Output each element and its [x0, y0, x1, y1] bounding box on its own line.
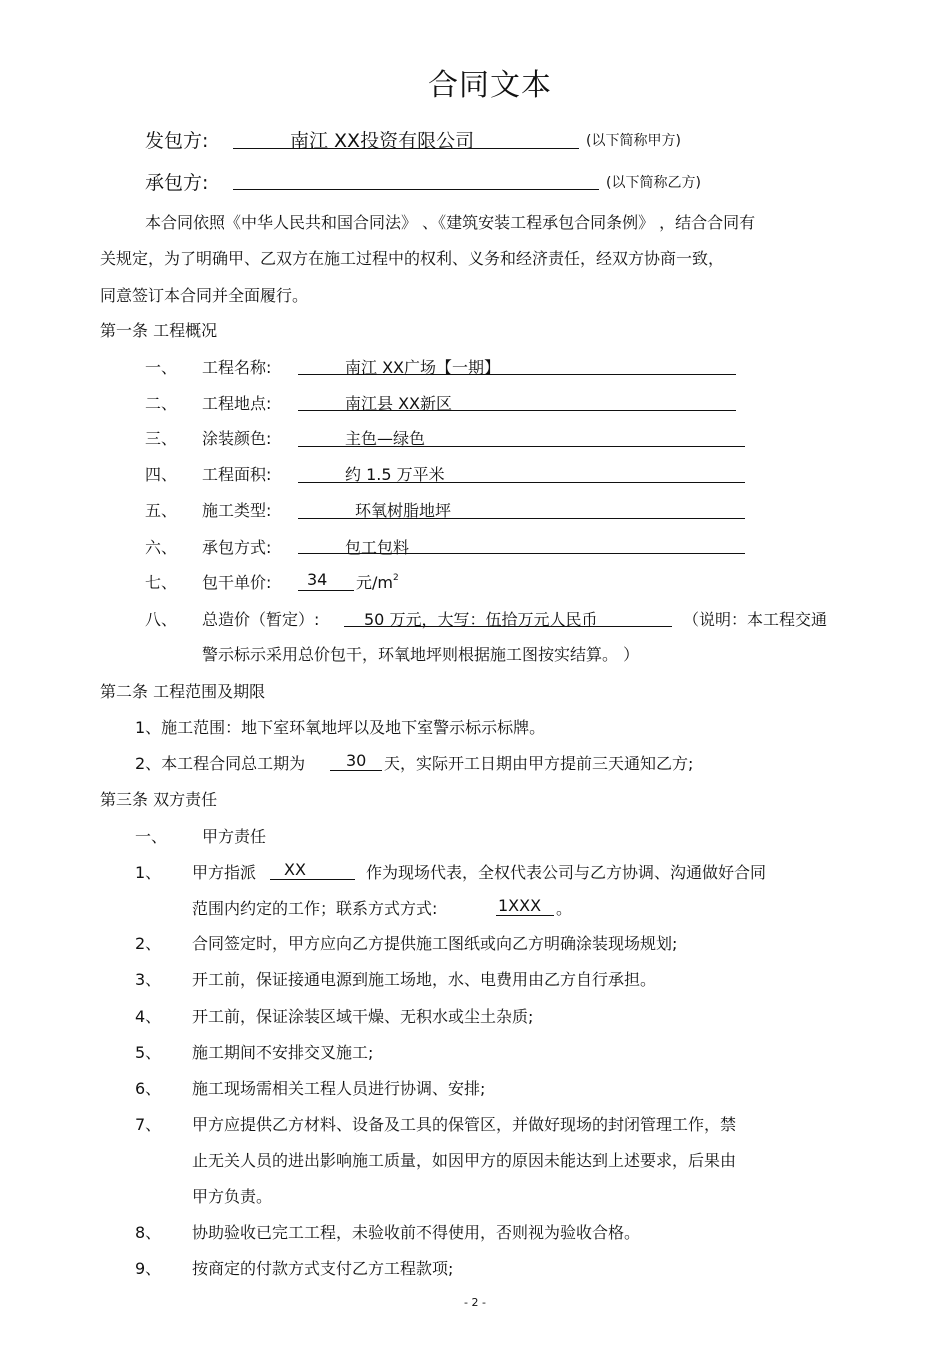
item-underline — [298, 446, 745, 447]
item-value: 主色—绿色 — [345, 429, 426, 448]
item-num: 六、 — [145, 538, 178, 557]
duty-text: 合同签定时，甲方应向乙方提供施工图纸或向乙方明确涂装现场规划; — [192, 934, 678, 953]
duty-text: 开工前，保证涂装区域干燥、无积水或尘土杂质; — [192, 1007, 534, 1026]
duty-text: 止无关人员的进出影响施工质量，如因甲方的原因未能达到上述要求，后果由 — [192, 1151, 737, 1170]
item-label: 涂装颜色: — [202, 429, 272, 448]
item-label: 工程地点: — [202, 394, 272, 413]
item-label: 承包方式: — [202, 538, 272, 557]
item-7-label: 包干单价: — [202, 573, 272, 592]
item-7-num: 七、 — [145, 573, 178, 592]
unit-price-unit: 元$/m^2$ — [356, 573, 399, 592]
item-label: 工程名称: — [202, 358, 272, 377]
intro-line-2: 关规定，为了明确甲、乙双方在施工过程中的权利、义务和经济责任，经双方协商一致， — [100, 249, 725, 268]
article-1-heading: 第一条 工程概况 — [100, 321, 218, 340]
duty-text: 施工现场需相关工程人员进行协调、安排; — [192, 1079, 486, 1098]
item-underline — [298, 410, 736, 411]
party-a-underline — [233, 148, 579, 149]
item-value: 约 1.5 万平米 — [345, 465, 445, 484]
party-b-note: (以下简称乙方) — [606, 175, 701, 191]
page-number: - 2 - — [464, 1296, 486, 1309]
item-underline — [298, 518, 745, 519]
item-num: 三、 — [145, 429, 178, 448]
duty-text: 开工前，保证接通电源到施工场地，水、电费用由乙方自行承担。 — [192, 970, 657, 989]
unit-superscript: 2 — [392, 573, 399, 583]
item-num: 二、 — [145, 394, 178, 413]
item-underline — [298, 553, 745, 554]
duty-num: 9、 — [135, 1259, 162, 1278]
party-a-note: (以下简称甲方) — [586, 133, 681, 149]
item-value: 环氧树脂地坪 — [355, 501, 452, 520]
duty-text: 甲方应提供乙方材料、设备及工具的保管区，并做好现场的封闭管理工作，禁 — [192, 1115, 737, 1134]
duty-num: 2、 — [135, 934, 162, 953]
duty-text-cont: 范围内约定的工作；联系方式方式: — [192, 899, 438, 918]
party-b-label: 承包方: — [145, 172, 209, 194]
party-a-value: 南江 XX投资有限公司 — [290, 130, 475, 152]
total-price-note: （说明：本工程交通 — [683, 610, 828, 629]
unit-price-underline — [298, 590, 354, 591]
page-title: 合同文本 — [428, 68, 552, 103]
duty-text: 甲方指派 — [192, 863, 257, 882]
intro-line-1: 本合同依照《中华人民共和国合同法》 、《建筑安装工程承包合同条例》 ，结合合同有 — [145, 213, 756, 232]
duty-num: 5、 — [135, 1043, 162, 1062]
duty-num: 6、 — [135, 1079, 162, 1098]
duty-num: 7、 — [135, 1115, 162, 1134]
duty-text: 甲方负责。 — [192, 1187, 273, 1206]
total-price-value: 50 万元，大写：伍拾万元人民币 — [364, 610, 598, 629]
total-price-underline — [344, 626, 672, 627]
duty-text: 按商定的付款方式支付乙方工程款项; — [192, 1259, 454, 1278]
article-2-scope: 1、施工范围：地下室环氧地坪以及地下室警示标示标牌。 — [135, 718, 546, 737]
item-value: 南江 XX广场【一期】 — [345, 358, 501, 377]
article-2-period-post: 天，实际开工日期由甲方提前三天通知乙方; — [384, 754, 694, 773]
item-num: 五、 — [145, 501, 178, 520]
article-2-period-pre: 2、本工程合同总工期为 — [135, 754, 306, 773]
item-num: 一、 — [145, 358, 178, 377]
item-8-label: 总造价（暂定）: — [202, 610, 320, 629]
period-days-value: 30 — [346, 751, 367, 770]
item-value: 包工包料 — [345, 538, 410, 557]
item-8-num: 八、 — [145, 610, 178, 629]
article-2-heading: 第二条 工程范围及期限 — [100, 682, 266, 701]
duty-num: 4、 — [135, 1007, 162, 1026]
phone-underline — [496, 915, 554, 916]
party-a-label: 发包方: — [145, 130, 209, 152]
item-num: 四、 — [145, 465, 178, 484]
intro-line-3: 同意签订本合同并全面履行。 — [100, 286, 309, 305]
period-days-underline — [330, 770, 382, 771]
item-underline — [298, 482, 745, 483]
duty-text: 施工期间不安排交叉施工; — [192, 1043, 374, 1062]
item-underline — [298, 374, 736, 375]
party-b-underline — [233, 189, 599, 190]
item-value: 南江县 XX新区 — [345, 394, 453, 413]
duty-num: 1、 — [135, 863, 162, 882]
total-price-note-cont: 警示标示采用总价包干，环氧地坪则根据施工图按实结算。 ） — [202, 645, 640, 664]
item-label: 工程面积: — [202, 465, 272, 484]
duty-num: 3、 — [135, 970, 162, 989]
sub-section-num: 一、 — [135, 827, 168, 846]
duty-text: 作为现场代表，全权代表公司与乙方协调、沟通做好合同 — [366, 863, 767, 882]
phone-value: 1XXX — [498, 896, 542, 915]
unit-price-value: 34 — [307, 570, 328, 589]
item-label: 施工类型: — [202, 501, 272, 520]
duty-text-end: 。 — [556, 899, 573, 918]
duty-num: 8、 — [135, 1223, 162, 1242]
duty-text: 协助验收已完工工程，未验收前不得使用，否则视为验收合格。 — [192, 1223, 641, 1242]
representative-value: XX — [284, 860, 306, 879]
sub-section-label: 甲方责任 — [202, 827, 267, 846]
article-3-heading: 第三条 双方责任 — [100, 790, 218, 809]
representative-underline — [270, 879, 355, 880]
